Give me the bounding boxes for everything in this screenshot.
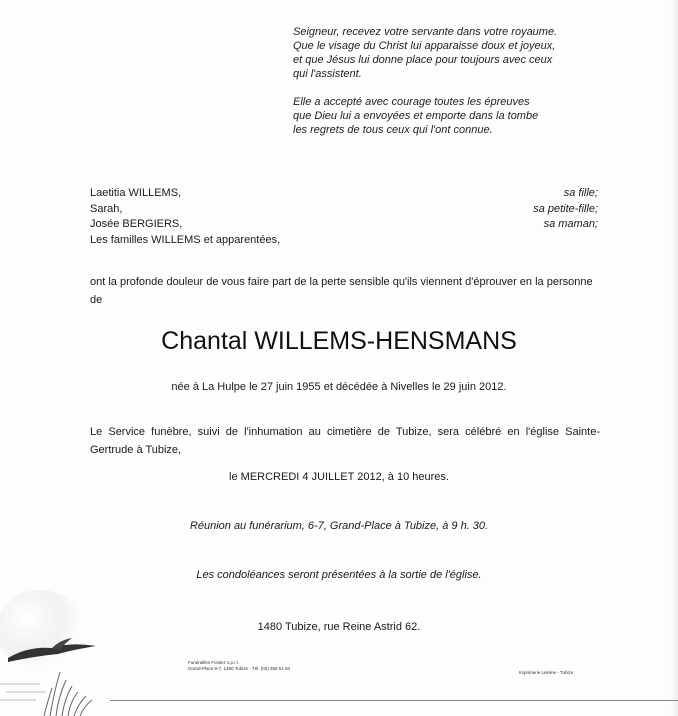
bottom-rule (110, 700, 678, 701)
service-text: Le Service funèbre, suivi de l'inhumation au cimetière de Tubize, sera célébré en l'église Sainte-Gertrude à Tubize, (90, 426, 600, 456)
deceased-name: Chantal WILLEMS-HENSMANS (161, 327, 517, 355)
family-address: 1480 Tubize, rue Reine Astrid 62. (257, 621, 421, 633)
family-names (90, 186, 280, 248)
bird-over-water-illustration (0, 588, 130, 716)
family-member-name: Laetitia WILLEMS, (90, 187, 182, 199)
reunion-text: Réunion au funérarium, 6-7, Grand-Place à Tubize, à 9 h. 30. (189, 520, 489, 532)
prayer-line: Que le visage du Christ lui apparaisse doux et joyeux, (293, 40, 556, 52)
water-ripples (0, 684, 46, 700)
family-relation: sa petite-fille; (533, 202, 598, 215)
paper-edge-shadow (670, 0, 678, 716)
family-relations (533, 186, 598, 233)
funeral-home-name: Funérailles Fostiez s.p.r.l. (188, 660, 240, 665)
prayer-line: qui l'assistent. (293, 68, 362, 80)
family-member-name: Les familles WILLEMS et apparentées, (90, 233, 281, 246)
condolences-text: Les condoléances seront présentées à la sortie de l'église. (196, 569, 482, 581)
birth-death-line: née à La Hulpe le 27 juin 1955 et décédée à Nivelles le 29 juin 2012. (171, 381, 507, 393)
prayer-line: Elle a accepté avec courage toutes les épreuves (293, 96, 530, 108)
prayer-stanza-1 (293, 25, 557, 81)
funeral-home-credit (188, 660, 290, 672)
prayer-line: que Dieu lui a envoyées et emporte dans la tombe (293, 110, 539, 122)
family-member-name: Sarah, (90, 202, 123, 215)
prayer-line: Seigneur, recevez votre servante dans votre royaume. (293, 26, 558, 38)
service-date: le MERCREDI 4 JUILLET 2012, à 10 heures. (229, 471, 449, 483)
prayer-stanza-2 (293, 95, 538, 137)
prayer-line: les regrets de tous ceux qui l'ont connue. (293, 124, 493, 136)
family-relation: sa maman; (543, 218, 598, 230)
prayer-line: et que Jésus lui donne place pour toujours avec ceux (293, 54, 553, 66)
family-relation: sa fille; (563, 187, 598, 199)
announcement-text: ont la profonde douleur de vous faire part de la perte sensible qu'ils viennent d'éprouver en la personne de (90, 276, 593, 306)
printer-credit: Imprimerie Lekime - Tubize (519, 670, 574, 675)
family-member-name: Josée BERGIERS, (90, 218, 183, 230)
reeds (44, 672, 92, 716)
funeral-home-address: Grand-Place 6-7, 1480 Tubize - Tél. (02) 355 51 94 (188, 666, 290, 671)
